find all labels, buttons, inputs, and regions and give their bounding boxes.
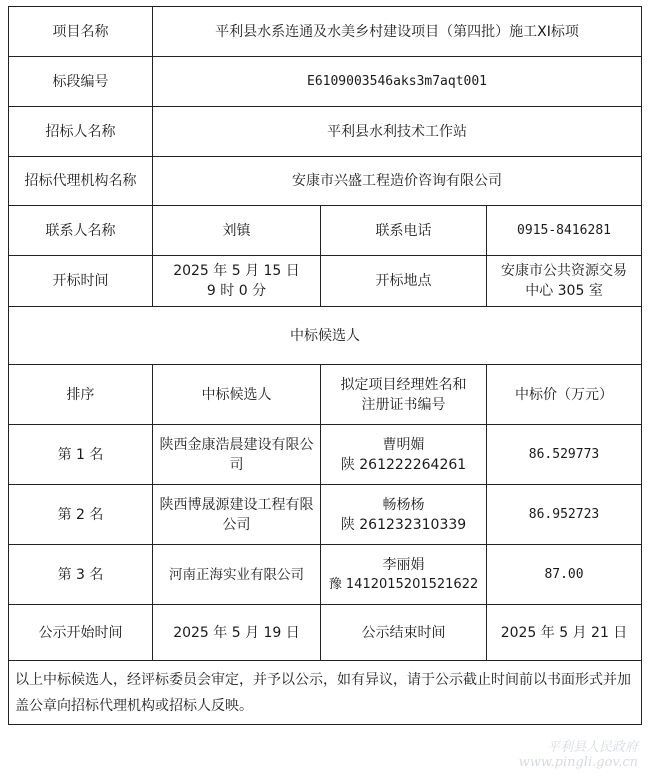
opening-place-value: 安康市公共资源交易中心 305 室 bbox=[487, 256, 642, 307]
contact-label: 联系人名称 bbox=[9, 206, 153, 256]
candidate-company: 陕西金康浩晨建设有限公司 bbox=[153, 425, 321, 485]
project-value: 平利县水系连通及水美乡村建设项目（第四批）施工XI标项 bbox=[153, 7, 642, 57]
opening-time-value bbox=[153, 256, 321, 307]
candidate-rank: 第 1 名 bbox=[9, 425, 153, 485]
tenderee-value: 平利县水利技术工作站 bbox=[153, 107, 642, 157]
phone-label: 联系电话 bbox=[321, 206, 487, 256]
candidate-manager bbox=[321, 485, 487, 545]
section-label: 标段编号 bbox=[9, 57, 153, 107]
opening-date: 2025 年 5 月 15 日 bbox=[173, 263, 300, 279]
header-manager: 拟定项目经理姓名和注册证书编号 bbox=[321, 365, 487, 425]
phone-value: 0915-8416281 bbox=[487, 206, 642, 256]
candidates-title: 中标候选人 bbox=[9, 307, 642, 365]
candidate-rank: 第 3 名 bbox=[9, 545, 153, 605]
watermark-site-name: 平利县人民政府 bbox=[546, 740, 638, 755]
project-label: 项目名称 bbox=[9, 7, 153, 57]
row-tenderee bbox=[9, 107, 642, 157]
candidate-price: 86.952723 bbox=[487, 485, 642, 545]
row-publicity bbox=[9, 605, 642, 661]
publicity-end-label: 公示结束时间 bbox=[321, 605, 487, 661]
publicity-start-label: 公示开始时间 bbox=[9, 605, 153, 661]
opening-hour: 9 时 0 分 bbox=[206, 283, 267, 299]
publicity-end-value: 2025 年 5 月 21 日 bbox=[487, 605, 642, 661]
contact-name: 刘镇 bbox=[153, 206, 321, 256]
manager-cert: 豫 1412015201521622 bbox=[328, 576, 479, 592]
tenderee-label: 招标人名称 bbox=[9, 107, 153, 157]
row-section bbox=[9, 57, 642, 107]
publicity-start-value: 2025 年 5 月 19 日 bbox=[153, 605, 321, 661]
site-watermark bbox=[519, 740, 638, 770]
candidate-price: 87.00 bbox=[487, 545, 642, 605]
manager-name: 李丽娟 bbox=[382, 556, 425, 573]
candidate-company: 河南正海实业有限公司 bbox=[153, 545, 321, 605]
candidate-row bbox=[9, 485, 642, 545]
manager-name: 曹明媚 bbox=[382, 436, 425, 453]
watermark-url: www.pingli.gov.cn bbox=[518, 755, 638, 770]
section-value: E6109003546aks3m7aqt001 bbox=[153, 57, 642, 107]
row-opening bbox=[9, 256, 642, 307]
row-project bbox=[9, 7, 642, 57]
candidate-header-row bbox=[9, 365, 642, 425]
row-contact bbox=[9, 206, 642, 256]
candidate-manager bbox=[321, 545, 487, 605]
manager-cert: 陕 261222264261 bbox=[340, 456, 467, 473]
row-notice bbox=[9, 661, 642, 725]
candidate-price: 86.529773 bbox=[487, 425, 642, 485]
notice-text: 以上中标候选人，经评标委员会审定，并予以公示，如有异议，请于公示截止时间前以书面形式并加盖公章向招标代理机构或招标人反映。 bbox=[9, 661, 642, 725]
candidate-company: 陕西博晟源建设工程有限公司 bbox=[153, 485, 321, 545]
row-candidates-title bbox=[9, 307, 642, 365]
header-price: 中标价（万元） bbox=[487, 365, 642, 425]
candidate-manager bbox=[321, 425, 487, 485]
header-rank: 排序 bbox=[9, 365, 153, 425]
opening-time-label: 开标时间 bbox=[9, 256, 153, 307]
agency-value: 安康市兴盛工程造价咨询有限公司 bbox=[153, 157, 642, 206]
opening-place-label: 开标地点 bbox=[321, 256, 487, 307]
candidate-row bbox=[9, 425, 642, 485]
agency-label: 招标代理机构名称 bbox=[9, 157, 153, 206]
manager-name: 畅杨杨 bbox=[382, 496, 425, 513]
row-agency bbox=[9, 157, 642, 206]
candidate-row bbox=[9, 545, 642, 605]
bid-candidate-table bbox=[8, 6, 642, 725]
candidate-rank: 第 2 名 bbox=[9, 485, 153, 545]
manager-cert: 陕 261232310339 bbox=[340, 516, 467, 533]
header-candidate: 中标候选人 bbox=[153, 365, 321, 425]
